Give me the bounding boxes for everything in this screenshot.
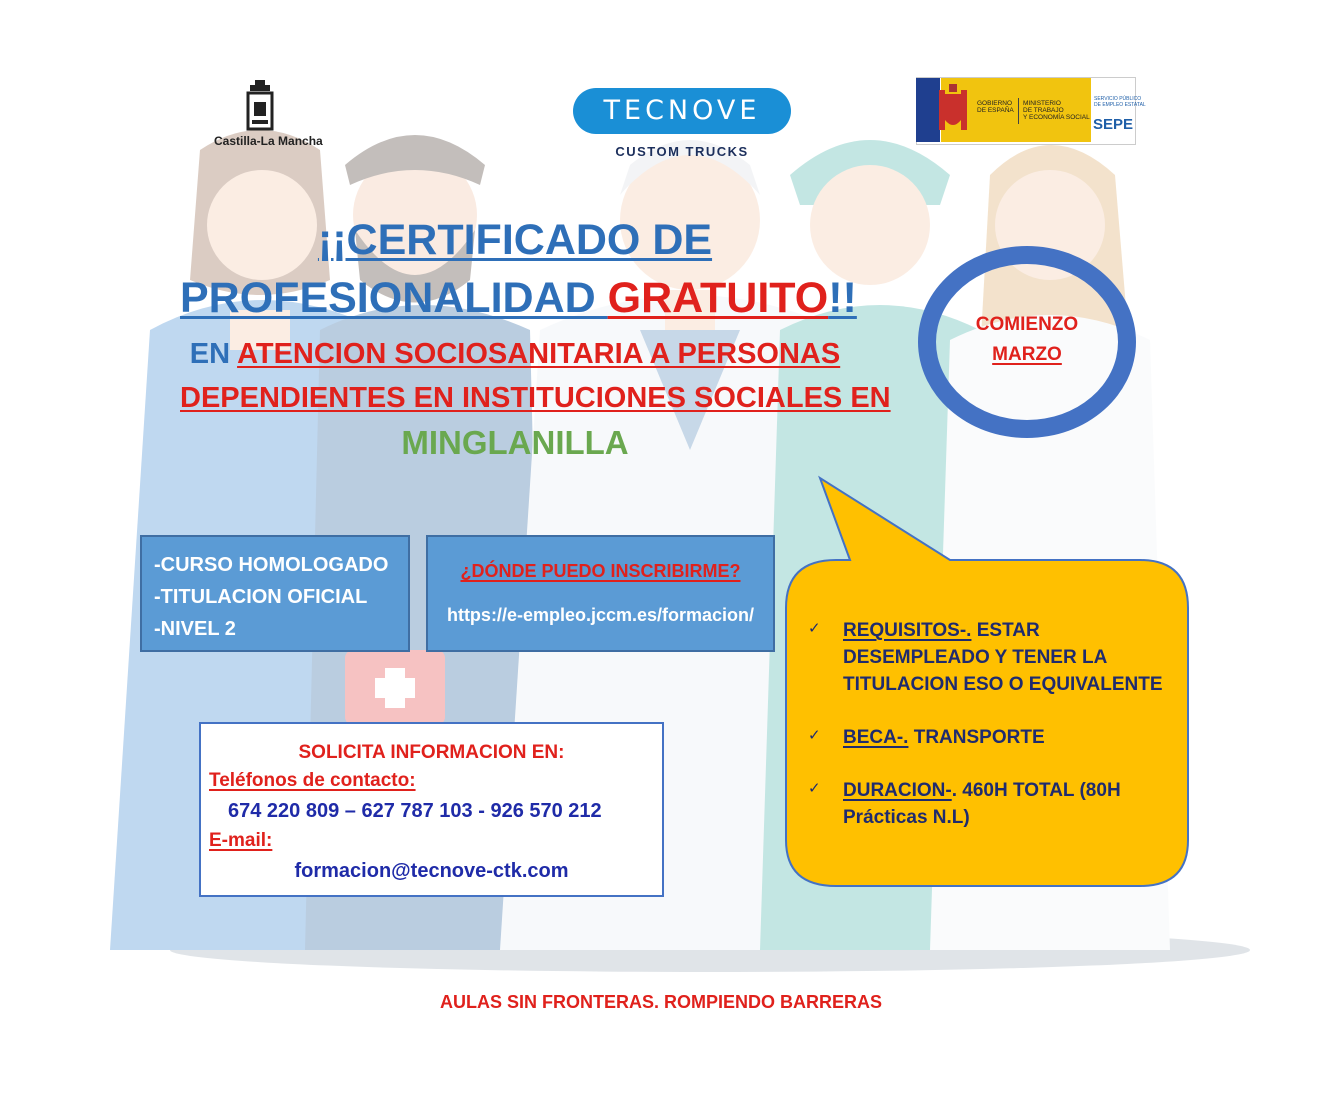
checkmark-icon: ✓ [808,727,821,744]
signup-question [428,561,773,582]
ministry-line-2: DE TRABAJO [1023,107,1064,114]
signup-question-text: ¿DÓNDE PUEDO INSCRIBIRME? [460,561,741,581]
start-date-month: MARZO [992,344,1062,365]
course-feature-3: -NIVEL 2 [154,618,236,640]
headline-line-3 [180,338,850,371]
signup-box [426,535,775,652]
headline-atencion: ATENCION SOCIOSANITARIA A PERSONAS [237,338,841,370]
headline-gratuito: GRATUITO [607,274,829,322]
requirement-text: TITULACION ESO O EQUIVALENTE [843,674,1163,695]
requirement-text: Prácticas N.L) [843,807,970,828]
checkmark-icon: ✓ [808,780,821,797]
contact-phones[interactable]: 674 220 809 – 627 787 103 - 926 570 212 [228,800,602,822]
requirement-text: ESTAR [971,620,1040,641]
headline-exclamations: !! [828,274,857,322]
footer-slogan: AULAS SIN FRONTERAS. ROMPIENDO BARRERAS [439,992,883,1012]
ministry-line-1: MINISTERIO [1023,100,1061,107]
sepe-logo-text: SEPE [1093,116,1134,133]
course-feature-2: -TITULACION OFICIAL [154,586,368,608]
first-aid-kit-figure [345,650,445,725]
ministry-text [1023,100,1090,121]
contact-phones-label [209,770,416,792]
tecnove-logo: TECNOVE [573,88,791,134]
headline-dependientes: DEPENDIENTES EN INSTITUCIONES SOCIALES EN [180,382,891,414]
requirement-text: TRANSPORTE [908,727,1045,748]
requirement-item [808,777,1178,831]
headline-line-2 [180,274,857,323]
course-feature-1: -CURSO HOMOLOGADO [154,554,389,576]
requirement-requisitos [843,617,1178,698]
requirement-beca [843,724,1178,751]
start-date-line-1: COMIENZO [975,314,1079,335]
contact-title: SOLICITA INFORMACION EN: [298,742,565,763]
gov-divider [1018,98,1019,124]
contact-email-link[interactable]: formacion@tecnove-ctk.com [294,860,569,882]
requirement-text: DESEMPLEADO Y TENER LA [843,647,1108,668]
sepe-small-line-1: SERVICIO PÚBLICO [1094,96,1142,102]
headline-line-4 [180,382,891,415]
start-date-line-2 [918,344,1136,366]
headline-location: MINGLANILLA [401,424,629,461]
requirement-label: REQUISITOS-. [843,620,972,641]
requirement-duracion [843,777,1178,831]
clm-crest-icon [238,80,282,132]
course-features-box [140,535,410,652]
headline-profesionalidad: PROFESIONALIDAD [180,274,608,322]
gov-line [977,100,1014,114]
contact-email-label-text: E-mail: [209,830,273,851]
tecnove-tagline: CUSTOM TRUCKS [615,144,749,159]
gov-line-2: DE ESPAÑA [977,107,1014,114]
sepe-small-text [1094,96,1146,108]
headline-line-1 [180,216,850,265]
clm-logo-text: Castilla-La Mancha [214,134,323,148]
headline-certificado: ¡¡CERTIFICADO DE [317,216,713,264]
requirement-label: DURACION- [843,780,952,801]
spain-coat-of-arms-icon [937,84,969,136]
requirement-item [808,617,1178,698]
contact-email-label [209,830,272,852]
signup-link[interactable]: https://e-empleo.jccm.es/formacion/ [446,605,755,625]
gov-line-1: GOBIERNO [977,100,1013,107]
sepe-small-line-2: DE EMPLEO ESTATAL [1094,102,1146,108]
checkmark-icon: ✓ [808,620,821,637]
contact-box [199,722,664,897]
start-date-ring [918,246,1136,438]
ministry-line-3: Y ECONOMÍA SOCIAL [1023,114,1090,121]
headline-en: EN [189,338,238,370]
requirement-item [808,724,1178,751]
requirements-list [808,617,1178,831]
requirement-label: BECA-. [843,727,909,748]
contact-phones-label-text: Teléfonos de contacto: [209,770,416,791]
requirement-text: . 460H TOTAL (80H [951,780,1121,801]
